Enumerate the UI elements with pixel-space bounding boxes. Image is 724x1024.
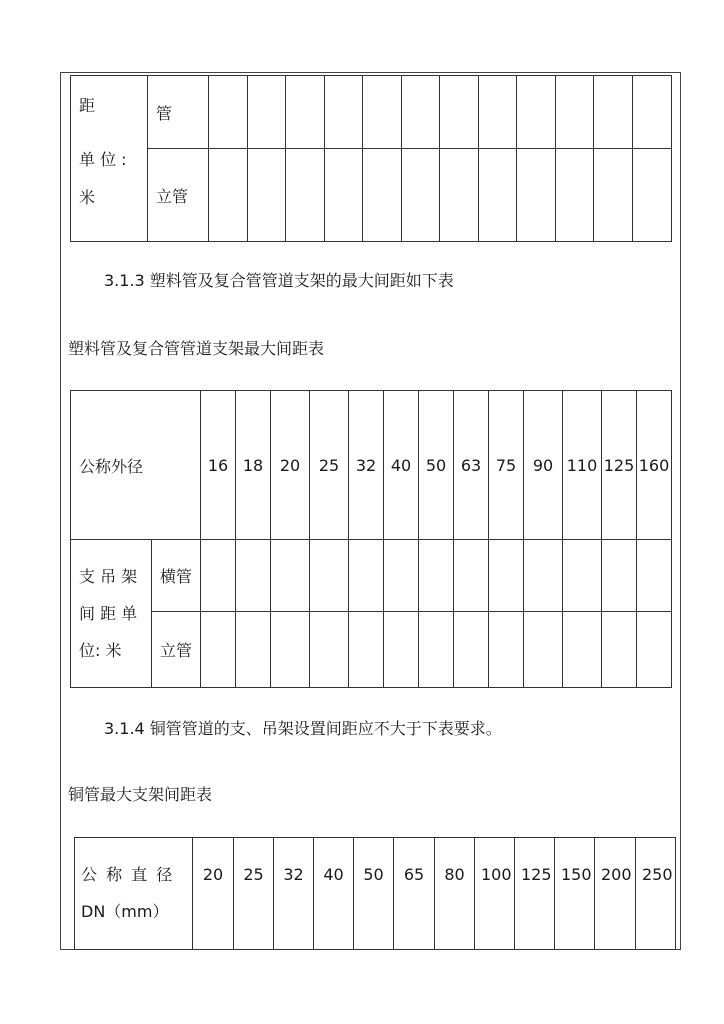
page-frame-left [60, 72, 61, 950]
table-cell [349, 540, 384, 612]
table-cell [402, 76, 440, 149]
diameter-value: 50 [363, 865, 384, 884]
support-spacing-unit-label [71, 540, 152, 688]
table-cell [310, 540, 349, 612]
diameter-value: 125 [603, 455, 635, 475]
diameter-cell [271, 391, 310, 540]
table-cell [271, 612, 310, 688]
table-cell [201, 612, 236, 688]
diameter-cell [234, 838, 274, 950]
table-cell [209, 149, 248, 242]
table-cell [637, 540, 672, 612]
diameter-value: 160 [638, 455, 670, 475]
table-cell [384, 540, 419, 612]
table-cell [637, 612, 672, 688]
diameter-value: 110 [566, 455, 598, 475]
table-cell [556, 76, 594, 149]
plastic-pipe-spacing-table [70, 390, 672, 688]
diameter-cell [435, 838, 475, 950]
table-cell [236, 612, 271, 688]
diameter-value: 200 [601, 865, 632, 884]
diameter-cell [419, 391, 454, 540]
diameter-value: 25 [318, 455, 340, 475]
section-3-1-3-paragraph: 3.1.3 塑料管及复合管管道支架的最大间距如下表 [104, 271, 454, 290]
table-cell [271, 540, 310, 612]
diameter-cell [555, 838, 595, 950]
table-cell [286, 76, 325, 149]
diameter-cell [515, 838, 555, 950]
diameter-cell [475, 838, 515, 950]
diameter-value: 150 [561, 865, 592, 884]
diameter-cell [384, 391, 419, 540]
table-cell [325, 76, 363, 149]
label-text: 公 称 直 径 [81, 865, 175, 884]
steel-pipe-spacing-table-continued [70, 75, 672, 242]
diameter-cell [274, 838, 314, 950]
table-cell [209, 76, 248, 149]
table-cell [517, 149, 556, 242]
diameter-cell [454, 391, 489, 540]
table-cell [454, 540, 489, 612]
table-cell [363, 76, 402, 149]
diameter-value: 18 [242, 455, 264, 475]
diameter-value: 250 [642, 865, 673, 884]
table-cell [419, 540, 454, 612]
copper-pipe-table-caption: 铜管最大支架间距表 [68, 785, 213, 804]
diameter-value: 100 [481, 865, 512, 884]
diameter-value: 25 [243, 865, 264, 884]
table-cell [325, 149, 363, 242]
diameter-value: 65 [403, 865, 425, 884]
page-frame-top [60, 72, 681, 73]
diameter-value: 80 [444, 865, 465, 884]
table-cell [402, 149, 440, 242]
table-row [71, 391, 672, 540]
table-cell [602, 612, 637, 688]
label-text: 单 位 : [79, 150, 127, 169]
diameter-value: 125 [521, 865, 552, 884]
row-label-vertical: 立管 [152, 612, 201, 688]
copper-pipe-spacing-table [74, 837, 676, 950]
diameter-cell [636, 838, 676, 950]
diameter-cell [354, 838, 394, 950]
diameter-cell [310, 391, 349, 540]
label-text: 米 [79, 188, 96, 207]
table-cell [248, 149, 286, 242]
row-label-vertical: 立管 [148, 149, 209, 242]
diameter-cell [602, 391, 637, 540]
nominal-diameter-header [75, 838, 193, 950]
diameter-value: 32 [283, 865, 304, 884]
diameter-cell [236, 391, 271, 540]
section-3-1-4-paragraph: 3.1.4 铜管管道的支、吊架设置间距应不大于下表要求。 [104, 719, 502, 738]
diameter-cell [314, 838, 354, 950]
table-cell [440, 149, 479, 242]
diameter-cell [394, 838, 435, 950]
plastic-pipe-table-caption: 塑料管及复合管管道支架最大间距表 [68, 339, 325, 358]
diameter-value: 63 [460, 455, 482, 475]
spacing-unit-label [71, 76, 148, 242]
table-cell [594, 149, 633, 242]
table-cell [489, 540, 524, 612]
table-row [75, 838, 676, 950]
diameter-value: 50 [425, 455, 447, 475]
page-frame-right [680, 72, 681, 950]
diameter-cell [193, 838, 234, 950]
diameter-value: 90 [532, 455, 554, 475]
table-cell [594, 76, 633, 149]
table-cell [310, 612, 349, 688]
table-row [71, 76, 672, 149]
table-cell [517, 76, 556, 149]
table-cell [602, 540, 637, 612]
table-cell [563, 612, 602, 688]
diameter-cell [637, 391, 672, 540]
table-cell [489, 612, 524, 688]
label-text: 距 [79, 96, 96, 115]
nominal-od-header: 公称外径 [71, 391, 201, 540]
table-row [71, 540, 672, 612]
table-cell [286, 149, 325, 242]
table-cell [524, 612, 563, 688]
table-cell [454, 612, 489, 688]
table-cell [419, 612, 454, 688]
diameter-cell [201, 391, 236, 540]
diameter-cell [489, 391, 524, 540]
table-cell [633, 76, 672, 149]
table-cell [349, 612, 384, 688]
label-text: 支 吊 架 间 距 单 位: 米 [79, 567, 138, 660]
table-row [71, 149, 672, 242]
diameter-value: 16 [207, 455, 229, 475]
diameter-cell [349, 391, 384, 540]
table-cell [440, 76, 479, 149]
diameter-value: 32 [355, 455, 377, 475]
table-cell [524, 540, 563, 612]
row-label-horizontal: 管 [148, 76, 209, 149]
table-cell [201, 540, 236, 612]
table-row [71, 612, 672, 688]
diameter-cell [563, 391, 602, 540]
diameter-value: 20 [279, 455, 301, 475]
table-cell [248, 76, 286, 149]
diameter-cell [524, 391, 563, 540]
diameter-value: 40 [323, 865, 344, 884]
table-cell [479, 149, 517, 242]
table-cell [563, 540, 602, 612]
table-cell [633, 149, 672, 242]
diameter-value: 75 [495, 455, 517, 475]
label-text: DN（mm） [81, 902, 169, 921]
table-cell [556, 149, 594, 242]
table-cell [236, 540, 271, 612]
diameter-value: 40 [390, 455, 412, 475]
table-cell [384, 612, 419, 688]
table-cell [363, 149, 402, 242]
diameter-cell [595, 838, 636, 950]
diameter-value: 20 [202, 865, 224, 884]
row-label-horizontal: 横管 [152, 540, 201, 612]
table-cell [479, 76, 517, 149]
